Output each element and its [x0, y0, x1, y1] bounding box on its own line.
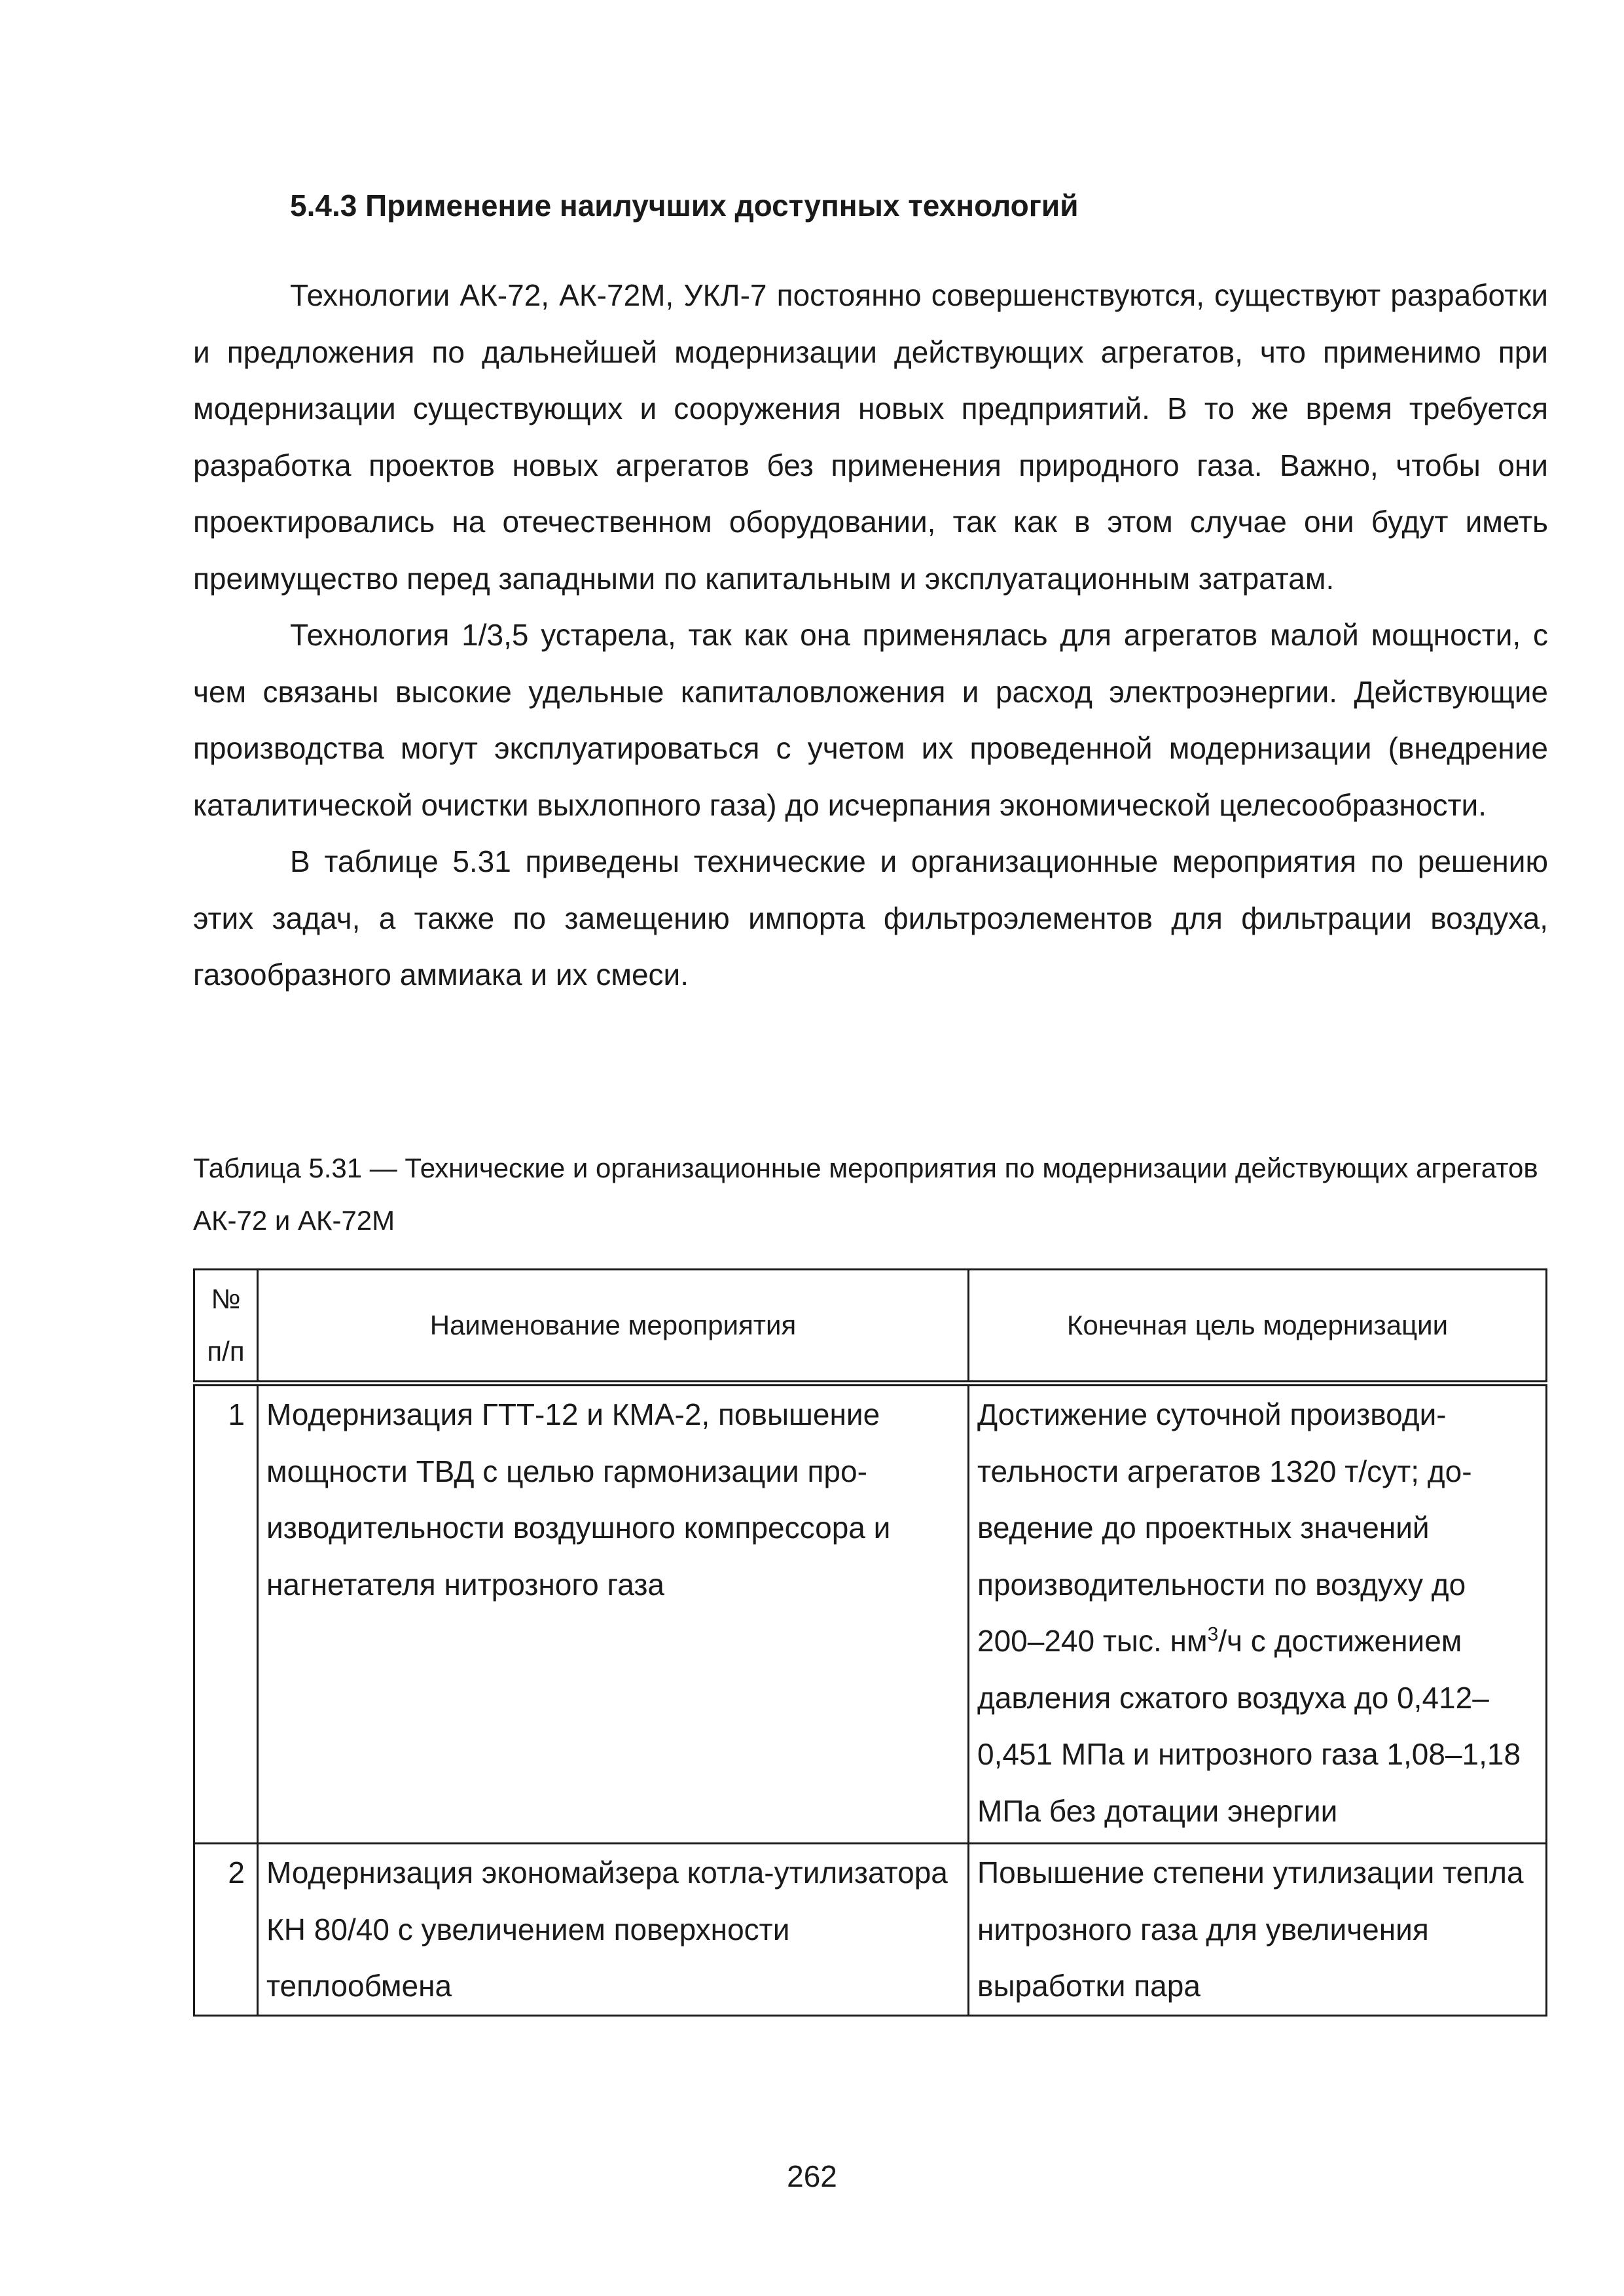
body-text [193, 267, 1548, 1003]
row-num: 2 [194, 1844, 258, 2016]
table-row [194, 1844, 1547, 2016]
row-goal: Повышение степени утилизации тепла нитрозного газа для увеличения выработки пара [969, 1844, 1547, 2016]
row-goal-text-a: Достижение суточной производительности агрегатов 1320 т/сут; доведение до проектных значений производительности по воздуху до 200–240 тыс. нм [977, 1397, 1472, 1658]
row-name: Модернизация ГТТ-12 и КМА-2, повышение мощности ТВД с целью гармонизации производительности воздушного компрессора и нагнетателя нитрозного газа [258, 1384, 969, 1844]
paragraph-2: Технология 1/3,5 устарела, так как она применялась для агрегатов малой мощности, с чем связаны высокие удельные капиталовложения и расход электроэнергии. Действующие производства могут эксплуатироваться с учетом их проведенной модернизации (внедрение каталитической очистки выхлопного газа) до исчерпания экономической целесообразности. [193, 618, 1548, 822]
row-goal [969, 1384, 1547, 1844]
row-num: 1 [194, 1384, 258, 1844]
header-name: Наименование мероприятия [258, 1270, 969, 1384]
section-heading: 5.4.3 Применение наилучших доступных технологий [290, 188, 1079, 223]
row-goal-superscript: 3 [1207, 1623, 1219, 1645]
measures-table [193, 1268, 1547, 2017]
table-header-row [194, 1270, 1547, 1384]
table-row [194, 1384, 1547, 1844]
row-goal-text-b: /ч с достижением давления сжатого воздуха до 0,412–0,451 МПа и нитрозного газа 1,08–1,18 МПа без дотации энергии [977, 1624, 1521, 1828]
paragraph-3: В таблице 5.31 приведены технические и организационные мероприятия по решению этих задач, а также по замещению импорта фильтроэлементов для фильтрации воздуха, газообразного аммиака и их смеси. [193, 844, 1548, 992]
page-number: 262 [787, 2159, 837, 2193]
table-caption: Таблица 5.31 — Технические и организационные мероприятия по модернизации действующих агрегатов АК-72 и АК-72М [193, 1153, 1538, 1236]
header-num: № п/п [194, 1270, 258, 1384]
header-goal: Конечная цель модернизации [969, 1270, 1547, 1384]
row-name: Модернизация экономайзера котла-утилизатора КН 80/40 с увеличением поверхности теплообмена [258, 1844, 969, 2016]
paragraph-1: Технологии АК-72, АК-72М, УКЛ-7 постоянно совершенствуются, существуют разработки и предложения по дальнейшей модернизации действующих агрегатов, что применимо при модернизации существующих и сооружения новых предприятий. В то же время требуется разработка проектов новых агрегатов без применения природного газа. Важно, чтобы они проектировались на отечественном оборудовании, так как в этом случае они будут иметь преимущество перед западными по капитальным и эксплуатационным затратам. [193, 278, 1548, 596]
